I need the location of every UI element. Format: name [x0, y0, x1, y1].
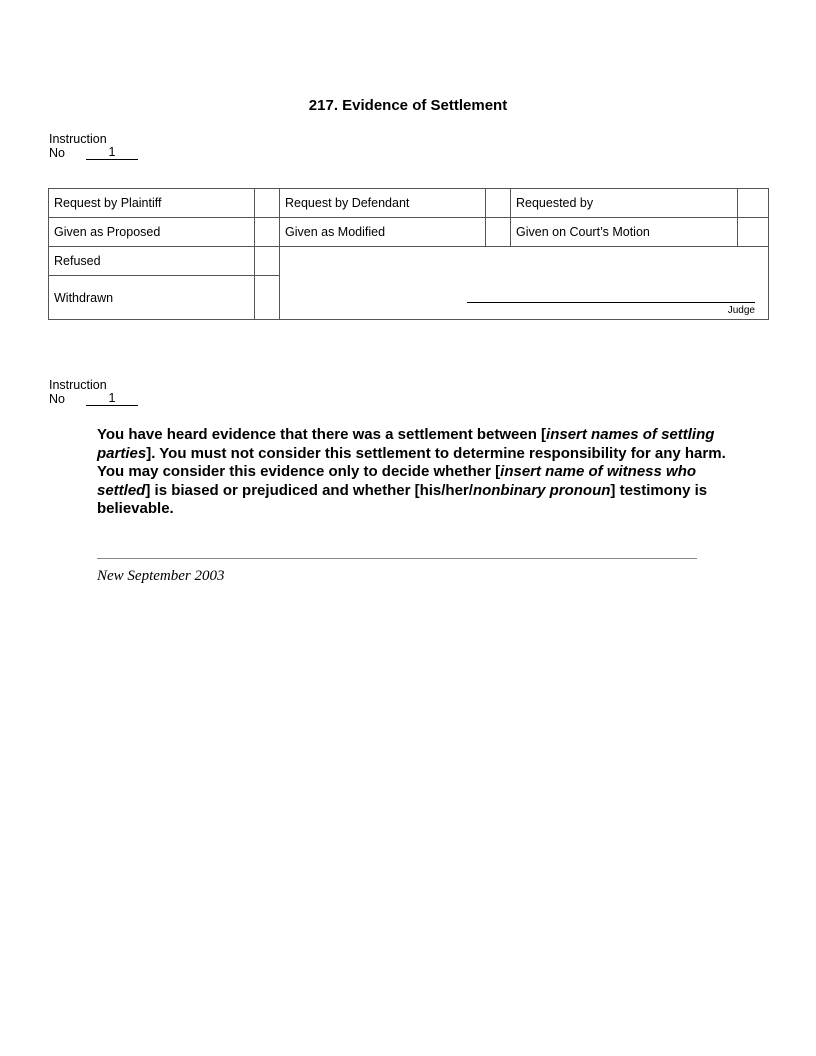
history-note: New September 2003	[97, 568, 225, 584]
requested-by-label: Requested by	[511, 189, 738, 218]
judge-signature-cell	[280, 247, 769, 320]
withdrawn-label: Withdrawn	[49, 276, 255, 320]
instruction-no-label: No	[49, 392, 65, 406]
body-text-segment: ] is biased or prejudiced and whether [his/her/	[145, 481, 473, 499]
request-plaintiff-checkbox[interactable]	[255, 189, 280, 218]
instruction-body-text	[97, 426, 737, 519]
requested-by-checkbox[interactable]	[738, 189, 769, 218]
instruction-label: Instruction	[49, 132, 107, 146]
instruction-number: 1	[86, 146, 138, 160]
request-plaintiff-label: Request by Plaintiff	[49, 189, 255, 218]
judge-signature-line[interactable]	[467, 302, 755, 303]
instruction-number: 1	[86, 392, 138, 406]
judge-label: Judge	[727, 305, 755, 316]
placeholder-pronoun: nonbinary pronoun	[472, 481, 611, 499]
refused-label: Refused	[49, 247, 255, 276]
given-court-checkbox[interactable]	[738, 218, 769, 247]
page-title: 217. Evidence of Settlement	[308, 97, 508, 114]
request-defendant-checkbox[interactable]	[486, 189, 511, 218]
given-modified-checkbox[interactable]	[486, 218, 511, 247]
body-text-segment: ] testimony is believable.	[97, 481, 708, 517]
given-modified-label: Given as Modified	[280, 218, 486, 247]
instruction-label: Instruction	[49, 378, 107, 392]
given-court-label: Given on Court’s Motion	[511, 218, 738, 247]
instruction-no-label: No	[49, 146, 65, 160]
body-text-segment: You have heard evidence that there was a settlement between [	[97, 426, 547, 443]
withdrawn-checkbox[interactable]	[255, 276, 280, 320]
placeholder-witness-name: insert name of witness who settled	[97, 463, 697, 499]
request-defendant-label: Request by Defendant	[280, 189, 486, 218]
body-text-segment: ]. You must not consider this settlement to determine responsibility for any harm. You may consider this evidence only to decide whether [	[97, 444, 726, 480]
given-proposed-label: Given as Proposed	[49, 218, 255, 247]
refused-checkbox[interactable]	[255, 247, 280, 276]
instruction-block-bottom	[49, 378, 138, 406]
divider-rule	[97, 558, 697, 559]
instruction-status-form	[48, 188, 769, 320]
given-proposed-checkbox[interactable]	[255, 218, 280, 247]
instruction-block-top	[49, 132, 138, 160]
placeholder-settling-parties: insert names of settling parties	[97, 426, 715, 462]
